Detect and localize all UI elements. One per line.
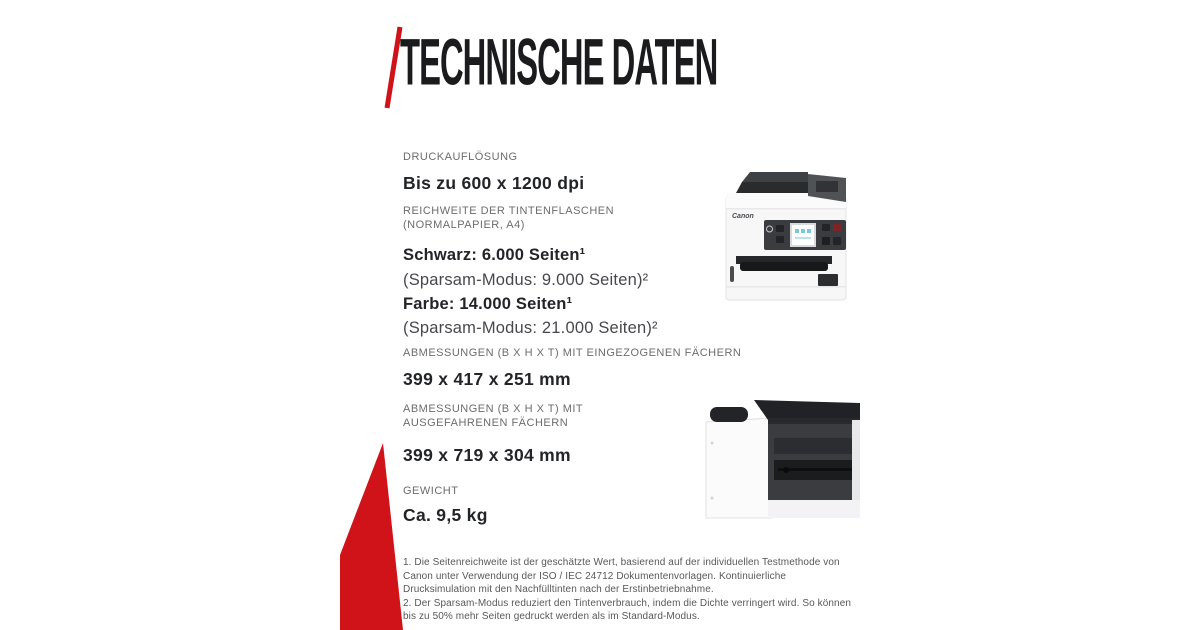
footnote-2: 2. Der Sparsam-Modus reduziert den Tintenverbrauch, indem die Dichte verringert wird. So können bis zu 50% mehr Seiten gedruckt werden als im Standard-Modus.: [403, 597, 852, 622]
spec-value-dimensions-extended: 399 x 719 x 304 mm: [403, 445, 571, 465]
spec-value-ink-colour-eco: (Sparsam-Modus: 21.000 Seiten)²: [403, 319, 658, 337]
spec-label-ink-yield-line2: (NORMALPAPIER, A4): [403, 219, 525, 231]
page-title: TECHNISCHE DATEN: [400, 26, 718, 100]
spec-label-weight: GEWICHT: [403, 485, 459, 497]
touchscreen: [790, 223, 816, 247]
control-panel: [764, 220, 846, 250]
spec-value-ink-black: Schwarz: 6.000 Seiten¹: [403, 246, 586, 264]
spec-value-ink-black-eco: (Sparsam-Modus: 9.000 Seiten)²: [403, 271, 649, 289]
spec-label-ink-yield-line1: REICHWEITE DER TINTENFLASCHEN: [403, 205, 615, 217]
rear-duplex-unit: [774, 460, 860, 480]
red-wedge-icon: [340, 440, 410, 630]
spec-card: [340, 0, 860, 630]
footnotes: [403, 556, 858, 624]
printer-rear-illustration: [702, 398, 860, 520]
spec-value-weight: Ca. 9,5 kg: [403, 505, 488, 525]
printer-front-illustration: [720, 166, 852, 304]
spec-label-dimensions-retracted: ABMESSUNGEN (B X H X T) MIT EINGEZOGENEN FÄCHERN: [403, 347, 742, 359]
spec-value-ink-colour: Farbe: 14.000 Seiten¹: [403, 295, 573, 313]
footnote-1: 1. Die Seitenreichweite ist der geschätzte Wert, basierend auf der individuellen Testmethode von Canon unter Verwendung der ISO / IEC 24712 Dokumentenvorlagen. Kontinuierliche Drucksimulation mit den Nachfülltinten nach der Erstinbetriebnahme.: [403, 557, 840, 595]
spec-label-resolution: DRUCKAUFLÖSUNG: [403, 151, 518, 163]
spec-label-dimensions-extended: ABMESSUNGEN (B X H X T) MIT AUSGEFAHRENEN FÄCHERN: [403, 403, 583, 429]
spec-value-dimensions-retracted: 399 x 417 x 251 mm: [403, 369, 571, 389]
rear-knob: [710, 407, 748, 422]
canon-logo: Canon: [732, 213, 754, 220]
spec-value-resolution: Bis zu 600 x 1200 dpi: [403, 173, 585, 193]
